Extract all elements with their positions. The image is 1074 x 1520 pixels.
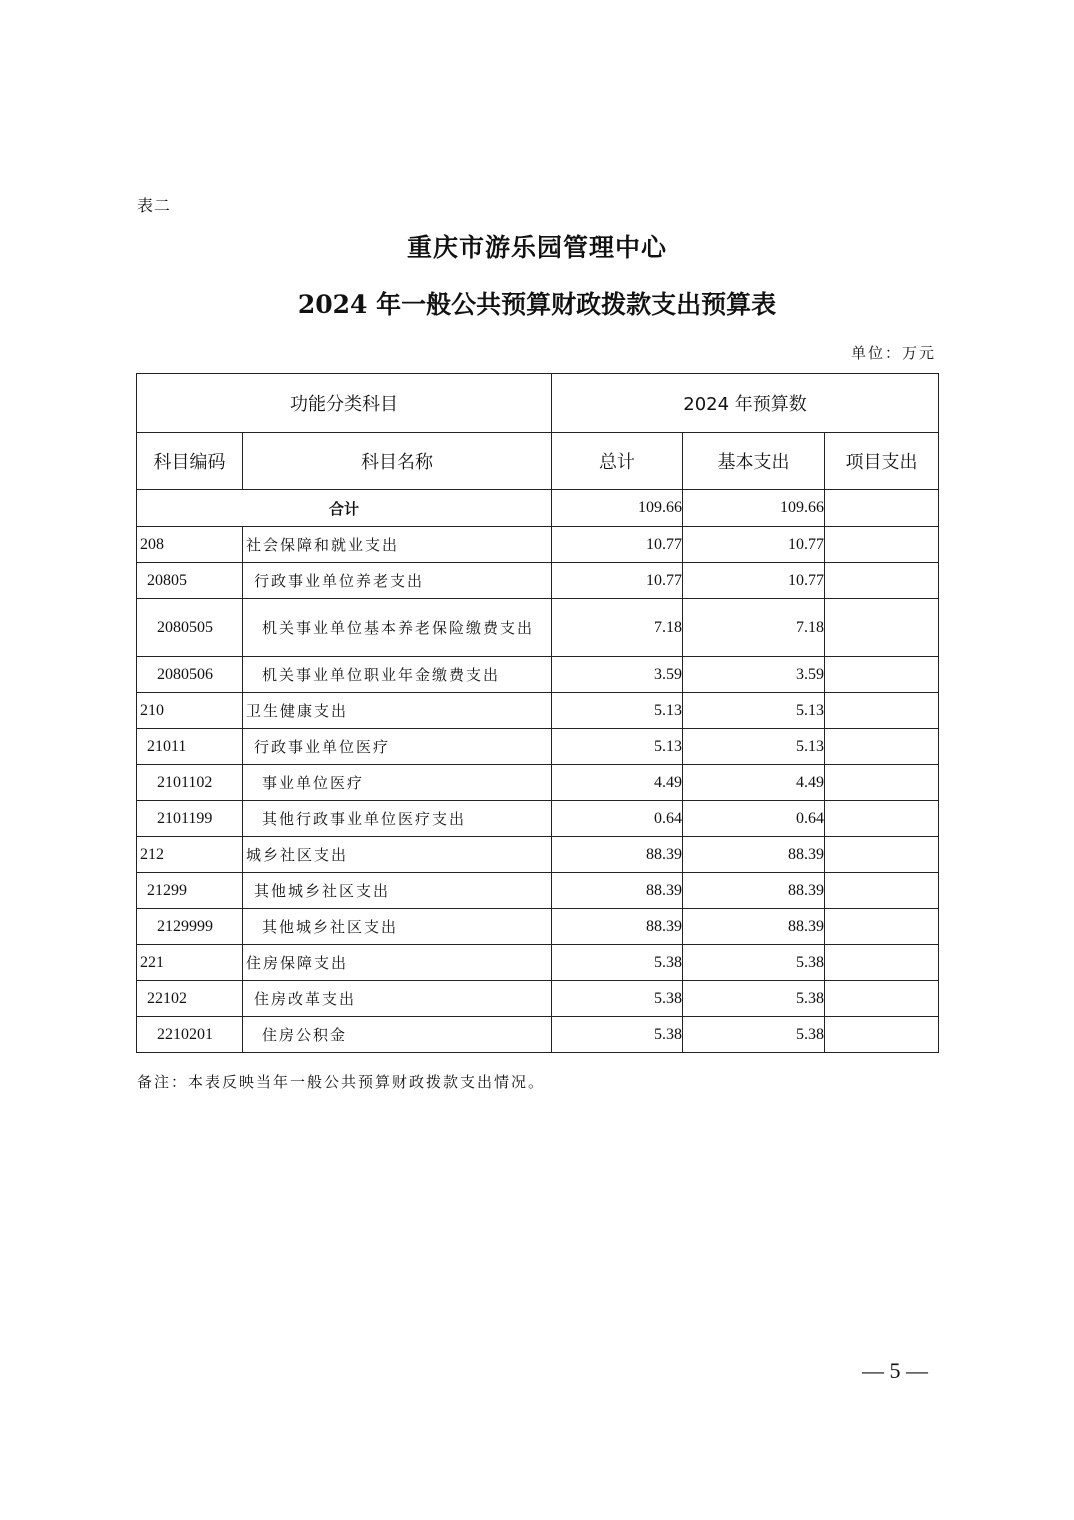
row-code: 210 (137, 693, 243, 729)
row-project (825, 1017, 939, 1053)
row-code: 2129999 (137, 909, 243, 945)
row-project (825, 873, 939, 909)
header-group-row (137, 374, 939, 433)
row-project (825, 945, 939, 981)
row-project (825, 909, 939, 945)
row-total: 5.38 (552, 981, 683, 1017)
row-name: 卫生健康支出 (243, 693, 552, 729)
row-name: 城乡社区支出 (243, 837, 552, 873)
table-row (137, 765, 939, 801)
row-code: 221 (137, 945, 243, 981)
row-name: 住房公积金 (243, 1017, 552, 1053)
row-project (825, 837, 939, 873)
row-project (825, 729, 939, 765)
header-code: 科目编码 (137, 433, 243, 490)
row-basic: 5.38 (683, 945, 825, 981)
table-note: 备注：本表反映当年一般公共预算财政拨款支出情况。 (137, 1073, 546, 1091)
row-name: 社会保障和就业支出 (243, 527, 552, 563)
row-name: 行政事业单位医疗 (243, 729, 552, 765)
table-row (137, 563, 939, 599)
table-row (137, 873, 939, 909)
table-row (137, 837, 939, 873)
table-row (137, 945, 939, 981)
row-basic: 5.38 (683, 981, 825, 1017)
table-row (137, 801, 939, 837)
row-project (825, 657, 939, 693)
header-basic: 基本支出 (683, 433, 825, 490)
document-title-line2: 2024 年一般公共预算财政拨款支出预算表 (297, 290, 777, 319)
row-project (825, 599, 939, 657)
row-total: 0.64 (552, 801, 683, 837)
total-basic: 109.66 (683, 490, 825, 527)
row-basic: 88.39 (683, 873, 825, 909)
row-project (825, 801, 939, 837)
total-sum: 109.66 (552, 490, 683, 527)
row-code: 208 (137, 527, 243, 563)
row-total: 5.13 (552, 729, 683, 765)
total-project (825, 490, 939, 527)
row-code: 212 (137, 837, 243, 873)
row-total: 88.39 (552, 837, 683, 873)
unit-label: 单位：万元 (850, 344, 936, 362)
table-label: 表二 (137, 196, 172, 215)
row-total: 88.39 (552, 909, 683, 945)
row-code: 2080506 (137, 657, 243, 693)
row-code: 22102 (137, 981, 243, 1017)
row-project (825, 527, 939, 563)
page-number: — 5 — (862, 1358, 928, 1383)
row-code: 21299 (137, 873, 243, 909)
row-project (825, 563, 939, 599)
row-name: 住房保障支出 (243, 945, 552, 981)
table-row (137, 1017, 939, 1053)
row-basic: 5.38 (683, 1017, 825, 1053)
total-label: 合计 (137, 490, 552, 527)
header-name: 科目名称 (243, 433, 552, 490)
row-code: 20805 (137, 563, 243, 599)
row-total: 5.13 (552, 693, 683, 729)
row-total: 5.38 (552, 945, 683, 981)
row-total: 7.18 (552, 599, 683, 657)
row-basic: 10.77 (683, 563, 825, 599)
row-basic: 10.77 (683, 527, 825, 563)
row-name: 机关事业单位基本养老保险缴费支出 (243, 599, 552, 657)
row-code: 21011 (137, 729, 243, 765)
table-row (137, 909, 939, 945)
row-code: 2080505 (137, 599, 243, 657)
table-row (137, 693, 939, 729)
header-project: 项目支出 (825, 433, 939, 490)
table-row (137, 729, 939, 765)
budget-table (136, 373, 939, 1053)
row-total: 10.77 (552, 563, 683, 599)
row-total: 10.77 (552, 527, 683, 563)
row-code: 2101102 (137, 765, 243, 801)
table-row (137, 599, 939, 657)
row-name: 机关事业单位职业年金缴费支出 (243, 657, 552, 693)
row-total: 5.38 (552, 1017, 683, 1053)
row-total: 3.59 (552, 657, 683, 693)
table-row (137, 527, 939, 563)
row-name: 事业单位医疗 (243, 765, 552, 801)
row-basic: 88.39 (683, 909, 825, 945)
header-budget-2024: 2024 年预算数 (552, 374, 939, 433)
row-project (825, 981, 939, 1017)
row-total: 88.39 (552, 873, 683, 909)
total-row (137, 490, 939, 527)
row-name: 住房改革支出 (243, 981, 552, 1017)
row-basic: 0.64 (683, 801, 825, 837)
row-name: 行政事业单位养老支出 (243, 563, 552, 599)
row-basic: 7.18 (683, 599, 825, 657)
header-columns-row (137, 433, 939, 490)
header-total: 总计 (552, 433, 683, 490)
row-project (825, 693, 939, 729)
row-project (825, 765, 939, 801)
row-code: 2210201 (137, 1017, 243, 1053)
row-basic: 5.13 (683, 729, 825, 765)
row-basic: 5.13 (683, 693, 825, 729)
row-code: 2101199 (137, 801, 243, 837)
row-name: 其他城乡社区支出 (243, 873, 552, 909)
table-row (137, 657, 939, 693)
row-basic: 88.39 (683, 837, 825, 873)
row-name: 其他城乡社区支出 (243, 909, 552, 945)
row-name: 其他行政事业单位医疗支出 (243, 801, 552, 837)
table-row (137, 981, 939, 1017)
row-basic: 4.49 (683, 765, 825, 801)
header-function-category: 功能分类科目 (137, 374, 552, 433)
row-total: 4.49 (552, 765, 683, 801)
row-basic: 3.59 (683, 657, 825, 693)
document-title-line1: 重庆市游乐园管理中心 (406, 233, 667, 262)
